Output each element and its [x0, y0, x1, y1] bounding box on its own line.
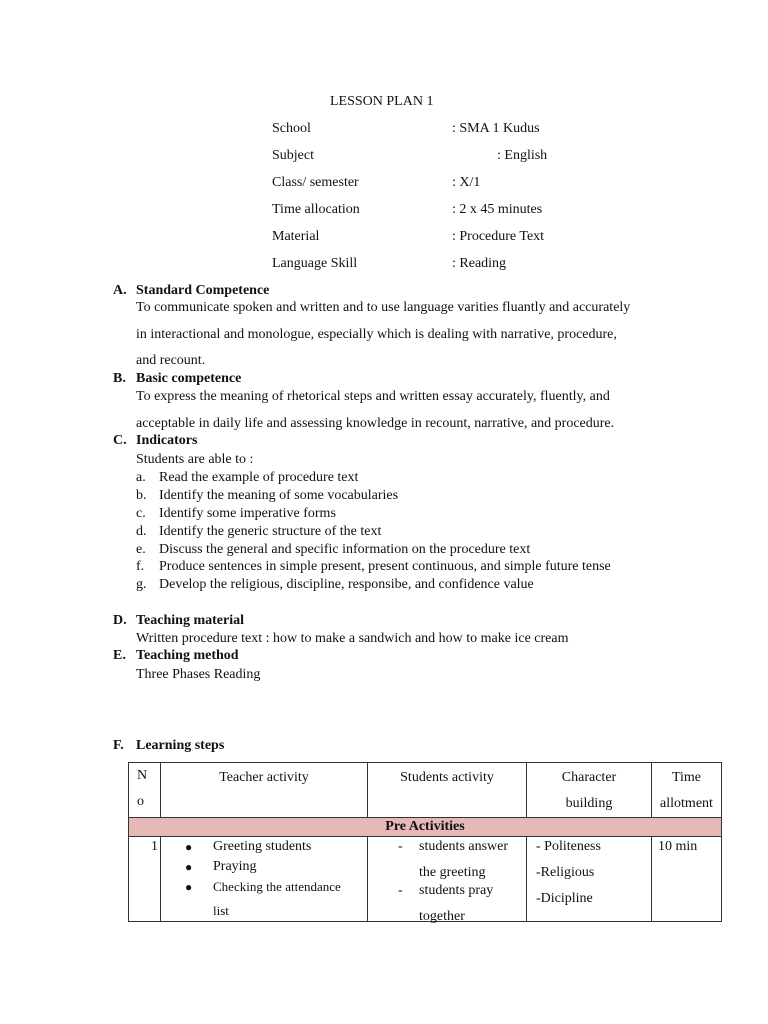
section-d-text: Written procedure text : how to make a sandwich and how to make ice cream — [136, 631, 569, 646]
indicator-text: Discuss the general and specific information on the procedure text — [159, 542, 531, 557]
teacher-activity: Praying — [213, 859, 257, 874]
header-no-line1: N — [137, 768, 148, 783]
section-f-letter: F. — [113, 738, 124, 753]
teacher-activity: Greeting students — [213, 839, 312, 854]
header-students — [368, 763, 527, 818]
row-no: 1 — [129, 837, 161, 922]
indicator-text: Develop the religious, discipline, responsibe, and confidence value — [159, 577, 534, 592]
row-character-cell — [527, 837, 652, 922]
bullet-icon: ● — [185, 860, 193, 874]
info-value-class: : X/1 — [452, 175, 481, 190]
row-teacher-cell — [161, 837, 368, 922]
header-no — [129, 763, 161, 818]
info-value-skill: : Reading — [452, 256, 507, 271]
header-character-line1: Character — [561, 770, 617, 785]
header-time — [652, 763, 722, 818]
header-no-line2: o — [137, 794, 144, 809]
indicators-intro: Students are able to : — [136, 452, 254, 467]
section-a-title: Standard Competence — [136, 283, 270, 298]
row-time: 10 min — [652, 837, 722, 922]
learning-steps-table — [128, 762, 722, 922]
info-label-time: Time allocation — [272, 202, 360, 217]
header-character — [527, 763, 652, 818]
dash-icon: - — [398, 839, 403, 854]
student-activity: the greeting — [419, 865, 486, 880]
section-d-letter: D. — [113, 613, 127, 628]
section-a-line: and recount. — [136, 353, 206, 368]
indicator-letter: b. — [136, 488, 147, 503]
section-e-title: Teaching method — [136, 648, 239, 663]
section-e-letter: E. — [113, 648, 126, 663]
indicator-text: Identify the meaning of some vocabularies — [159, 488, 399, 503]
section-b-line: acceptable in daily life and assessing knowledge in recount, narrative, and procedure. — [136, 416, 615, 431]
indicator-letter: e. — [136, 542, 146, 557]
section-d-title: Teaching material — [136, 613, 244, 628]
section-b-title: Basic competence — [136, 371, 242, 386]
table-header-row — [129, 763, 722, 818]
character-value: -Religious — [536, 865, 595, 880]
info-label-class: Class/ semester — [272, 175, 359, 190]
section-f-title: Learning steps — [136, 738, 225, 753]
indicator-text: Identify the generic structure of the text — [159, 524, 382, 539]
info-value-school: : SMA 1 Kudus — [452, 121, 540, 136]
student-activity: students answer — [419, 839, 509, 854]
info-value-time: : 2 x 45 minutes — [452, 202, 543, 217]
info-label-subject: Subject — [272, 148, 314, 163]
indicator-text: Identify some imperative forms — [159, 506, 336, 521]
section-c-title: Indicators — [136, 433, 198, 448]
phase-label: Pre Activities — [129, 818, 722, 837]
info-label-school: School — [272, 121, 311, 136]
dash-icon: - — [398, 883, 403, 898]
section-a-line: in interactional and monologue, especially which is dealing with narrative, procedure, — [136, 327, 617, 342]
bullet-icon: ● — [185, 840, 193, 854]
header-students-label: Students activity — [400, 770, 494, 785]
indicator-letter: g. — [136, 577, 147, 592]
student-activity: students pray — [419, 883, 494, 898]
section-e-text: Three Phases Reading — [136, 667, 261, 682]
section-b-line: To express the meaning of rhetorical steps and written essay accurately, fluently, and — [136, 389, 610, 404]
table-row — [129, 837, 722, 922]
bullet-icon: ● — [185, 880, 193, 894]
character-value: -Dicipline — [536, 891, 593, 906]
indicator-letter: c. — [136, 506, 146, 521]
character-value: - Politeness — [536, 839, 601, 854]
indicator-letter: d. — [136, 524, 147, 539]
header-teacher — [161, 763, 368, 818]
phase-row — [129, 818, 722, 837]
teacher-activity: list — [213, 903, 229, 918]
info-label-skill: Language Skill — [272, 256, 358, 271]
indicator-letter: a. — [136, 470, 146, 485]
header-teacher-label: Teacher activity — [219, 770, 309, 785]
section-c-letter: C. — [113, 433, 127, 448]
info-label-material: Material — [272, 229, 320, 244]
row-students-cell — [368, 837, 527, 922]
header-time-line1: Time — [671, 770, 702, 785]
section-b-letter: B. — [113, 371, 126, 386]
indicator-letter: f. — [136, 559, 145, 574]
header-character-line2: building — [565, 796, 613, 811]
indicator-text: Produce sentences in simple present, present continuous, and simple future tense — [159, 559, 611, 574]
indicator-text: Read the example of procedure text — [159, 470, 359, 485]
teacher-activity: Checking the attendance — [213, 879, 341, 894]
info-value-subject: : English — [497, 148, 548, 163]
section-a-line: To communicate spoken and written and to use language varities fluantly and accurately — [136, 300, 631, 315]
page-title: LESSON PLAN 1 — [330, 94, 434, 109]
info-value-material: : Procedure Text — [452, 229, 545, 244]
header-time-line2: allotment — [660, 796, 713, 811]
section-a-letter: A. — [113, 283, 127, 298]
student-activity: together — [419, 909, 465, 924]
